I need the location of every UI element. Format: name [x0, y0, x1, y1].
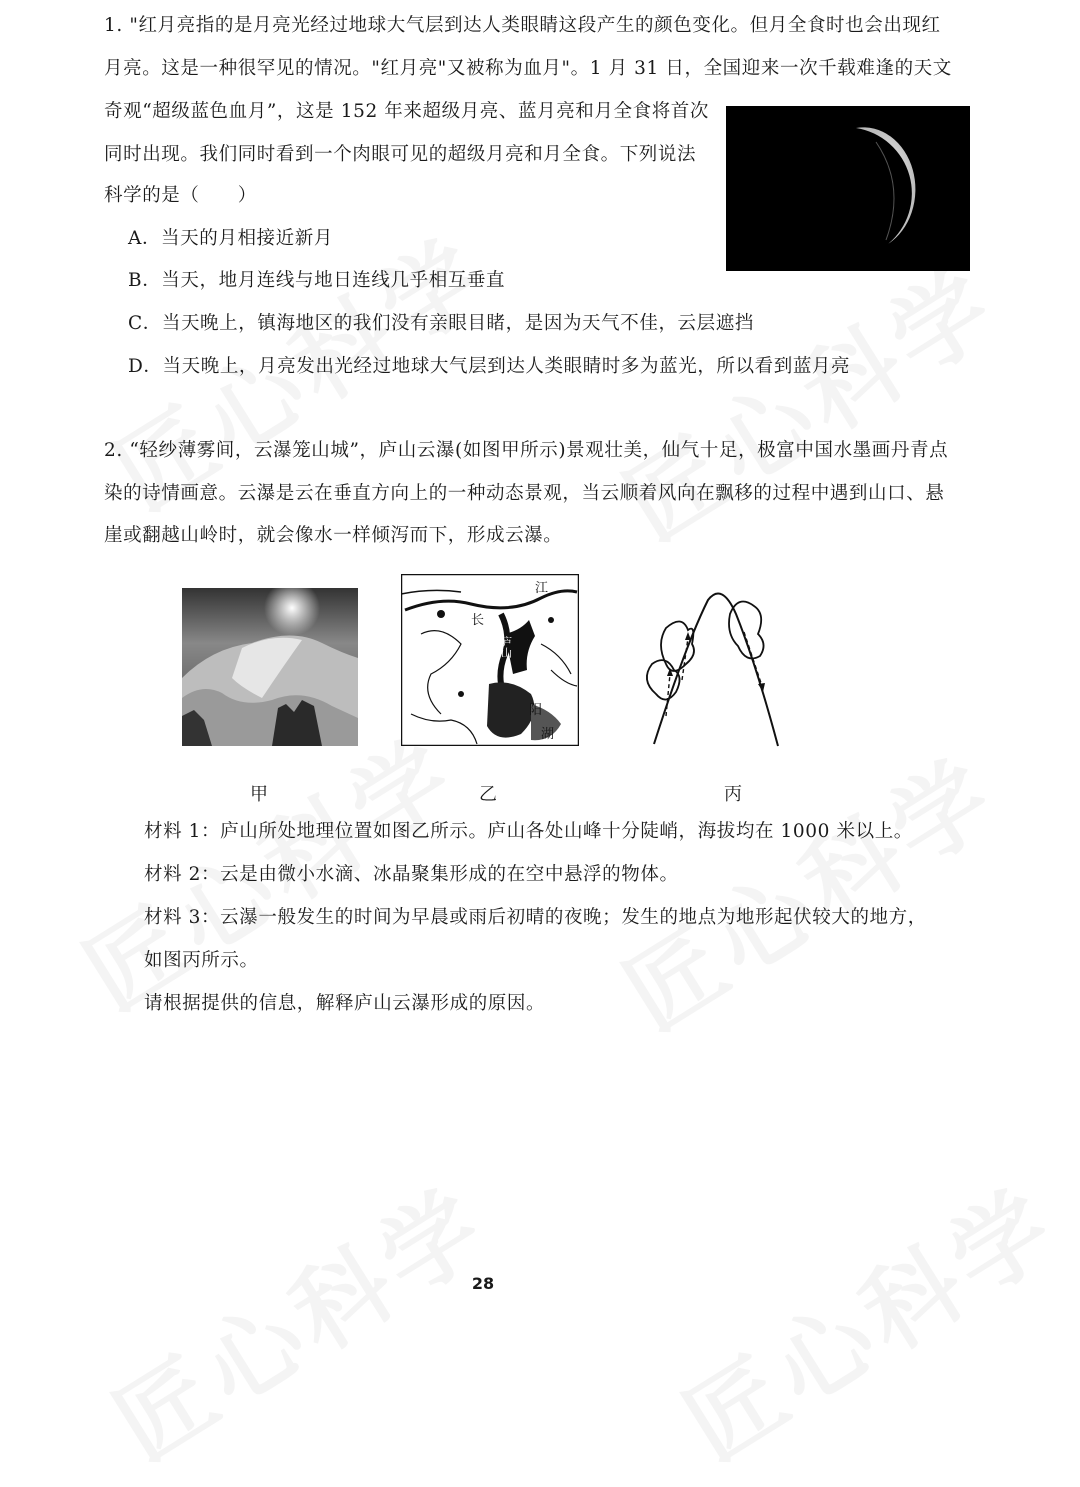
figure-caption-yi: 乙	[479, 784, 497, 805]
q1-line: 1. "红月亮指的是月亮光经过地球大气层到达人类眼睛这段产生的颜色变化。但月全食时也会出现红	[104, 15, 941, 36]
figure-caption-jia: 甲	[250, 784, 268, 805]
mountain-cloud-diagram	[626, 584, 786, 748]
map-label-jiang: 江	[535, 581, 549, 596]
q1-line: 月亮。这是一种很罕见的情况。"红月亮"又被称为血月"。1 月 31 日，全国迎来一次千载难逢的天文	[104, 58, 952, 79]
q2-line: 染的诗情画意。云瀑是云在垂直方向上的一种动态景观，当云顺着风向在飘移的过程中遇到山口、悬	[104, 483, 945, 504]
q2-prompt: 请根据提供的信息，解释庐山云瀑形成的原因。	[144, 993, 546, 1014]
material-3-cont: 如图丙所示。	[144, 950, 259, 971]
q1-option-b: B．当天，地月连线与地日连线几乎相互垂直	[128, 270, 506, 291]
watermark	[655, 1150, 1080, 1487]
q1-line: 同时出现。我们同时看到一个肉眼可见的超级月亮和月全食。下列说法	[104, 144, 697, 165]
lushan-map	[401, 574, 579, 746]
q2-line: 崖或翻越山岭时，就会像水一样倾泻而下，形成云瀑。	[104, 525, 563, 546]
q2-line: 2. “轻纱薄雾间，云瀑笼山城”，庐山云瀑(如图甲所示)景观壮美，仙气十足，极富中国水墨画丹青点	[104, 440, 949, 461]
figure-caption-bing: 丙	[724, 784, 742, 805]
material-1: 材料 1：庐山所处地理位置如图乙所示。庐山各处山峰十分陡峭，海拔均在 1000 米以上。	[144, 821, 913, 842]
material-3: 材料 3：云瀑一般发生的时间为早晨或雨后初晴的夜晚；发生的地点为地形起伏较大的地方，	[144, 907, 927, 928]
cloud-waterfall-photo	[182, 588, 358, 746]
q1-option-d: D．当天晚上，月亮发出光经过地球大气层到达人类眼睛时多为蓝光，所以看到蓝月亮	[128, 356, 851, 377]
watermark	[85, 1150, 510, 1487]
watermark	[595, 230, 1020, 567]
q1-line: 奇观“超级蓝色血月”，这是 152 年来超级月亮、蓝月亮和月全食将首次	[104, 101, 709, 122]
q1-line: 科学的是（ ）	[104, 185, 257, 206]
q1-option-c: C．当天晚上，镇海地区的我们没有亲眼目睹，是因为天气不佳，云层遮挡	[128, 313, 754, 334]
q1-option-a: A．当天的月相接近新月	[128, 228, 333, 249]
crescent-moon-image	[726, 106, 970, 271]
page-number: 28	[471, 1274, 495, 1293]
material-2: 材料 2：云是由微小水滴、冰晶聚集形成的在空中悬浮的物体。	[144, 864, 679, 885]
watermark	[595, 720, 1020, 1057]
map-label-lushan: 庐山	[499, 636, 513, 658]
map-label-yang: 阳	[529, 703, 543, 718]
map-label-hu: 湖	[541, 727, 555, 742]
map-label-chang: 长	[471, 613, 485, 628]
